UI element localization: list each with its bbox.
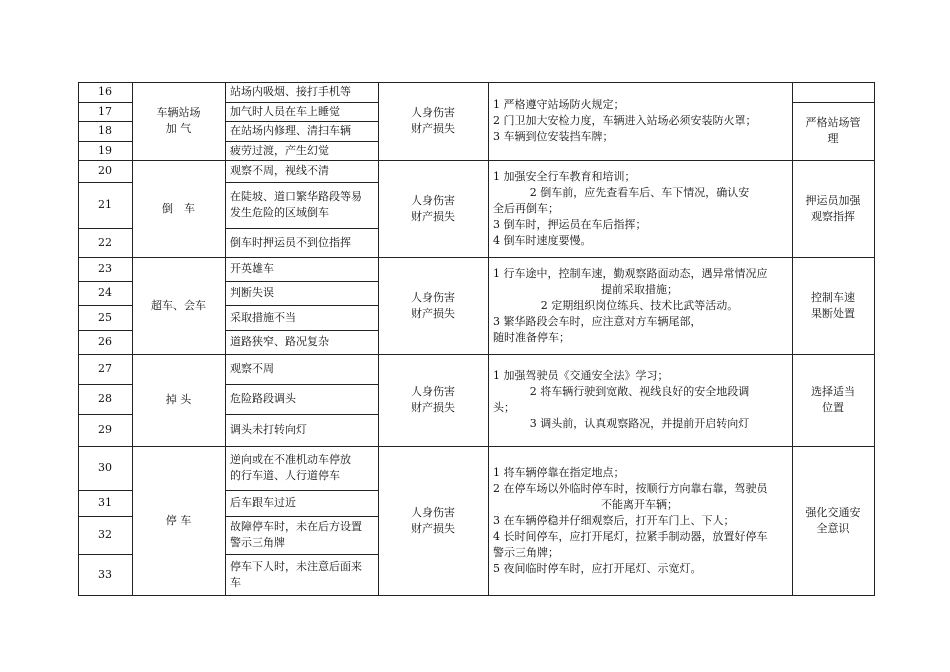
consequence: 人身伤害 财产损失 [411,106,455,135]
table-rule [78,554,132,555]
activity-category: 超车、会车 [151,298,206,312]
row-number: 32 [98,528,112,541]
row-number: 27 [98,362,112,375]
consequence: 人身伤害 财产损失 [411,193,455,223]
hazard-factor: 观察不周 [230,362,274,375]
row-number: 21 [98,198,112,211]
hazard-factor: 加气时人员在车上睡觉 [230,104,340,118]
table-rule [225,330,378,331]
measure-line: 3 车辆到位安装挡车牌； [493,130,614,143]
table-rule [78,446,874,447]
consequence: 人身伤害 财产损失 [411,385,455,414]
measure-line: 2 门卫加大安检力度，车辆进入站场必须安装防火罩； [493,114,757,127]
row-number: 28 [98,392,112,405]
consequence: 人身伤害 财产损失 [411,505,455,535]
measure-line: 1 加强安全行车教育和培训； [493,169,636,183]
measure-line: 随时准备停车； [493,330,570,344]
measure-line: 4 长时间停车，应打开尾灯，拉紧手制动器，放置好停车 [493,529,768,543]
measure-line: 2 倒车前，应先查看车后、车下情况，确认安 [529,185,750,199]
prevention-measures [488,354,792,446]
measure-line: 3 倒车时，押运员在车后指挥； [493,217,647,231]
control-measure: 强化交通安 全意识 [805,505,861,535]
hazard-factor: 疲劳过渡，产生幻觉 [230,143,329,157]
hazard-factor: 故障停车时，未在后方设置 警示三角牌 [230,520,362,549]
table-rule [225,414,378,415]
hazard-factor: 观察不周，视线不清 [230,164,329,177]
hazard-factor: 停车下人时，未注意后面来 车 [230,559,362,589]
table-rule [78,516,132,517]
table-rule [78,182,132,183]
table-rule [225,384,378,385]
table-rule [225,490,378,491]
table-rule [78,595,874,596]
hazard-factor: 采取措施不当 [230,310,296,324]
table-rule [874,82,875,596]
hazard-factor: 道路狭窄、路况复杂 [230,335,329,348]
table-rule [78,82,79,596]
table-rule [78,102,132,103]
control-measure: 严格站场管 理 [805,116,861,145]
measure-line: 1 将车辆停靠在指定地点； [493,465,625,479]
table-rule [78,141,132,142]
measure-line: 2 定期组织岗位练兵、技术比武等活动。 [540,298,739,312]
activity-category: 倒 车 [162,201,195,215]
table-rule [225,305,378,306]
table-rule [78,160,874,161]
row-number: 16 [98,85,112,98]
row-number: 25 [98,310,112,324]
table-rule [78,330,132,331]
hazard-factor: 危险路段调头 [230,392,296,405]
hazard-factor: 开英雄车 [230,262,274,275]
table-rule [78,490,132,491]
table-rule [78,384,132,385]
row-number: 17 [98,104,112,118]
table-rule [78,121,132,122]
table-rule [225,102,378,103]
control-measure: 选择适当 位置 [811,385,855,414]
measure-line: 3 在车辆停稳并仔细观察后，打开车门上、下人； [493,513,735,527]
table-rule [792,102,874,103]
table-rule [78,228,132,229]
hazard-factor: 倒车时押运员不到位指挥 [230,235,351,249]
activity-category: 停 车 [165,513,192,527]
control-measure: 押运员加强 观察指挥 [805,193,861,223]
table-rule [792,82,793,596]
table-rule [78,414,132,415]
prevention-measures [488,160,792,257]
table-rule [225,141,378,142]
row-number: 23 [98,262,112,275]
activity-category: 掉 头 [165,393,192,406]
row-number: 19 [98,143,112,157]
measure-line: 不能离开车辆； [601,497,678,511]
row-number: 31 [98,496,112,509]
measure-line: 5 夜间临时停车时，应打开尾灯、示宽灯。 [493,561,702,575]
prevention-measures [488,257,792,354]
row-number: 20 [98,164,112,177]
measure-line: 2 将车辆行驶到宽敞、视线良好的安全地段调 [529,385,750,398]
measure-line: 3 繁华路段会车时，应注意对方车辆尾部， [493,314,702,328]
row-number: 22 [98,235,112,249]
table-rule [78,281,132,282]
table-rule [78,257,874,258]
prevention-measures [488,446,792,595]
table-rule [78,82,874,83]
hazard-factor: 在陡坡、道口繁华路段等易 发生危险的区域倒车 [230,190,362,219]
measure-line: 1 加强驾驶员《交通安全法》学习； [493,369,669,382]
measure-line: 2 在停车场以外临时停车时，按顺行方向靠右靠，驾驶员 [493,481,768,495]
measure-line: 4 倒车时速度要慢。 [493,233,592,247]
hazard-factor: 在站场内修理、清扫车辆 [230,124,351,137]
table-rule [132,82,133,596]
hazard-factor: 后车跟车过近 [230,496,296,509]
table-rule [225,554,378,555]
measure-line: 1 行车途中，控制车速，勤观察路面动态，遇异常情况应 [493,266,768,280]
hazard-factor: 判断失误 [230,286,274,299]
table-rule [225,121,378,122]
row-number: 24 [98,286,112,299]
table-rule [225,182,378,183]
hazard-factor: 调头未打转向灯 [230,423,307,436]
measure-line: 3 调头前，认真观察路况，并提前开启转向灯 [529,417,750,430]
row-number: 26 [98,335,112,348]
hazard-factor: 站场内吸烟、接打手机等 [230,85,351,98]
row-number: 33 [98,567,112,581]
table-rule [225,228,378,229]
measure-line: 全后再倒车； [493,201,559,215]
measure-line: 1 严格遵守站场防火规定； [493,98,625,111]
row-number: 18 [98,124,112,137]
table-rule [378,82,379,596]
measure-line: 警示三角牌； [493,545,559,559]
table-rule [488,82,489,596]
table-rule [225,516,378,517]
hazard-factor: 逆向或在不准机动车停放 的行车道、人行道停车 [230,453,351,482]
row-number: 30 [98,461,112,474]
table-rule [225,281,378,282]
activity-category: 车辆站场 加 气 [156,106,201,135]
row-number: 29 [98,423,112,436]
table-rule [225,82,226,596]
measure-line: 头； [493,401,515,414]
table-rule [78,305,132,306]
consequence: 人身伤害 财产损失 [411,290,455,320]
measure-line: 提前采取措施； [601,282,678,296]
table-rule [78,354,874,355]
control-measure: 控制车速 果断处置 [811,290,855,320]
prevention-measures [488,82,792,160]
